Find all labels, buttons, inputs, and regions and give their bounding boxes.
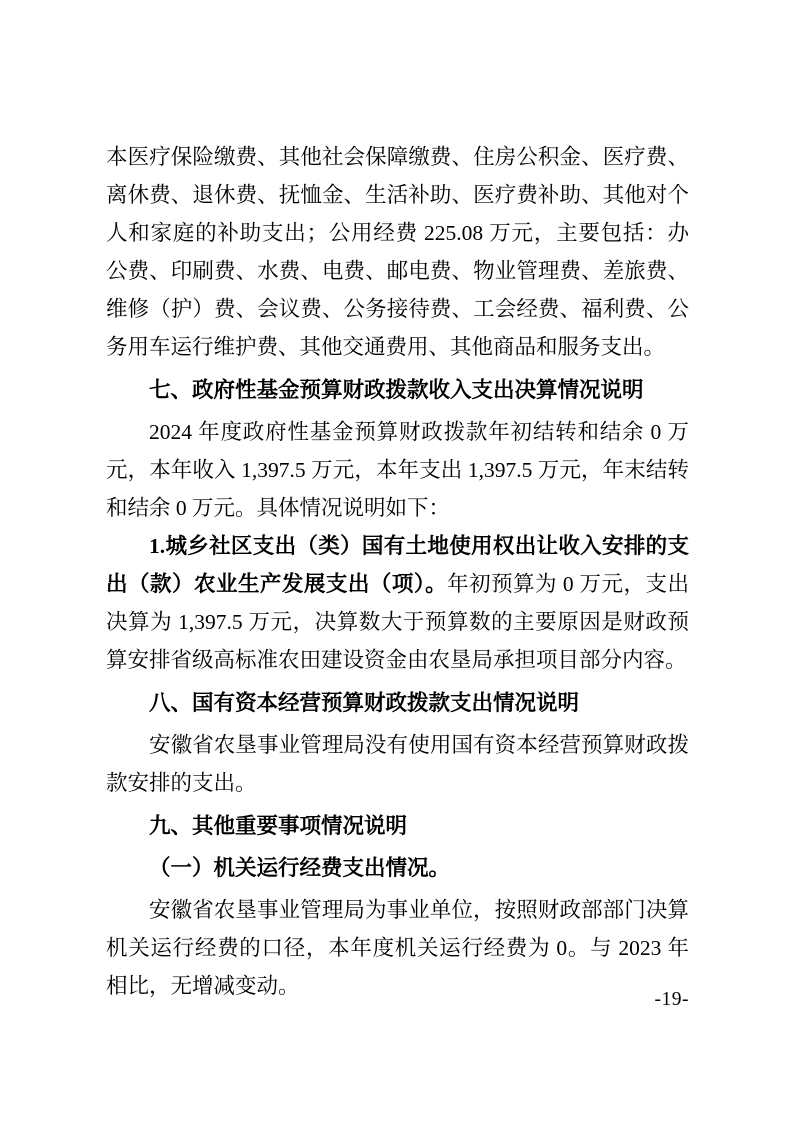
paragraph-continuation: 本医疗保险缴费、其他社会保障缴费、住房公积金、医疗费、离休费、退休费、抚恤金、生活补助、医疗费补助、其他对个人和家庭的补助支出；公用经费 225.08 万元，主要包括：办公费、印刷费、水费、电费、邮电费、物业管理费、差旅费、维修（护）费、会议费、公务接待费、工会经费、福利费、公务用车运行维护费、其他交通费用、其他商品和服务支出。 xyxy=(106,145,689,359)
section-9-heading: 九、其他重要事项情况说明 xyxy=(149,814,408,838)
section-8-paragraph: 安徽省农垦事业管理局没有使用国有资本经营预算财政拨款安排的支出。 xyxy=(106,733,689,795)
item-1-bold-heading: 1.城乡社区支出（类）国有土地使用权出让收入安排的支出（款）农业生产发展支出（项）。 xyxy=(106,534,689,596)
section-7-paragraph: 2024 年度政府性基金预算财政拨款年初结转和结余 0 万元，本年收入 1,397.5 万元，本年支出 1,397.5 万元，年末结转和结余 0 万元。具体情况说明如下： xyxy=(106,420,689,520)
section-9-sub-1-paragraph: 安徽省农垦事业管理局为事业单位，按照财政部部门决算机关运行经费的口径，本年度机关运行经费为 0。与 2023 年相比，无增减变动。 xyxy=(106,898,689,998)
page-number: -19- xyxy=(654,989,689,1010)
section-9-sub-1-heading: （一）机关运行经费支出情况。 xyxy=(149,856,451,880)
item-1-text: 年初预算为 0 万元，支出决算为 1,397.5 万元，决算数大于预算数的主要原因是财政预算安排省级高标准农田建设资金由农垦局承担项目部分内容。 xyxy=(106,572,689,672)
item-1-paragraph xyxy=(106,527,689,679)
section-7-heading: 七、政府性基金预算财政拨款收入支出决算情况说明 xyxy=(149,378,644,402)
page-content xyxy=(106,138,689,1005)
section-8-heading: 八、国有资本经营预算财政拨款支出情况说明 xyxy=(149,691,580,715)
